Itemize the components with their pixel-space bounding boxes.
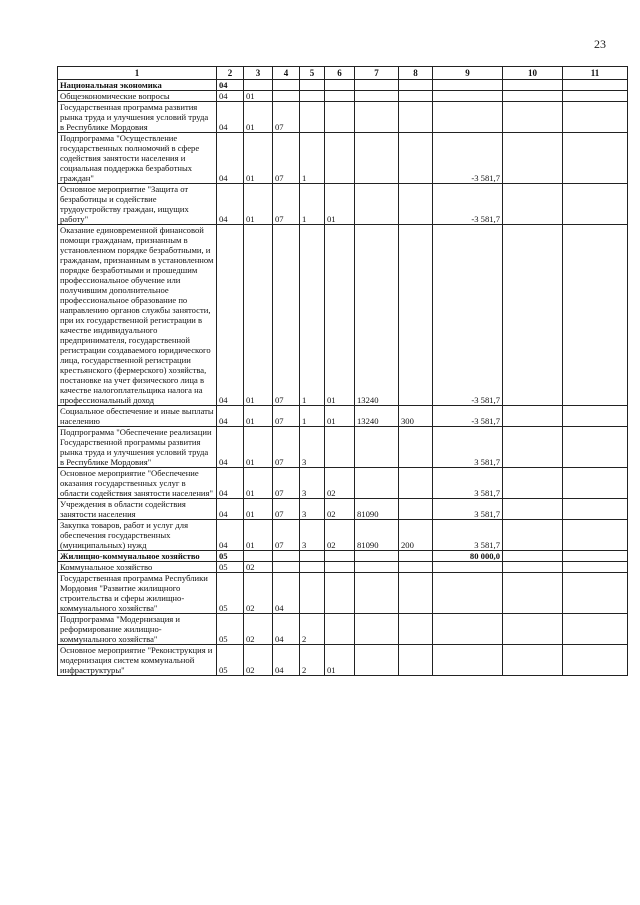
table-body: [58, 80, 628, 676]
amount-col-10: [503, 225, 563, 406]
expense-type-code: [399, 573, 433, 614]
subsection-code: 01: [244, 225, 273, 406]
direction-code: [355, 80, 399, 91]
subsection-code: 01: [244, 406, 273, 427]
subprogram-code: [300, 573, 325, 614]
amount-col-9: [433, 102, 503, 133]
amount-col-9: 3 581,7: [433, 468, 503, 499]
row-name: Подпрограмма "Модернизация и реформирование жилищно-коммунального хозяйства": [58, 614, 217, 645]
activity-code: [325, 80, 355, 91]
expense-type-code: [399, 80, 433, 91]
amount-col-9: [433, 91, 503, 102]
expense-type-code: [399, 551, 433, 562]
subprogram-code: 2: [300, 614, 325, 645]
row-name: Жилищно-коммунальное хозяйство: [58, 551, 217, 562]
program-code: [273, 562, 300, 573]
row-name: Подпрограмма "Обеспечение реализации Государственной программы развития рынка труда и улучшения условий труда в Республике Мордовия": [58, 427, 217, 468]
amount-col-11: [563, 645, 628, 676]
activity-code: [325, 614, 355, 645]
program-code: 04: [273, 614, 300, 645]
expense-type-code: [399, 499, 433, 520]
amount-col-10: [503, 427, 563, 468]
section-code: 04: [217, 499, 244, 520]
amount-col-11: [563, 427, 628, 468]
row-name: Оказание единовременной финансовой помощи гражданам, признанным в установленном порядке безработными, и гражданам, признанным в установленном порядке безработными и прошедшим профессиональное обучение или получившим дополнительное профессиональное образование по направлению органов службы занятости, при их государственной регистрации в качестве индивидуального предпринимателя, государственной регистрации создаваемого юридического лица, государственной регистрации крестьянского (фермерского) хозяйства, постановке на учет физического лица в качестве налогоплательщика налога на профессиональный доход: [58, 225, 217, 406]
table-row: [58, 645, 628, 676]
direction-code: 13240: [355, 225, 399, 406]
expense-type-code: [399, 614, 433, 645]
amount-col-9: [433, 645, 503, 676]
program-code: 07: [273, 499, 300, 520]
subsection-code: 01: [244, 102, 273, 133]
amount-col-10: [503, 499, 563, 520]
column-header-4: 4: [273, 67, 300, 80]
column-header-5: 5: [300, 67, 325, 80]
amount-col-9: 80 000,0: [433, 551, 503, 562]
activity-code: [325, 573, 355, 614]
table-row: [58, 406, 628, 427]
direction-code: [355, 133, 399, 184]
amount-col-11: [563, 562, 628, 573]
amount-col-9: 3 581,7: [433, 427, 503, 468]
program-code: 07: [273, 184, 300, 225]
amount-col-9: -3 581,7: [433, 184, 503, 225]
amount-col-9: [433, 614, 503, 645]
amount-col-11: [563, 551, 628, 562]
row-name: Национальная экономика: [58, 80, 217, 91]
amount-col-11: [563, 520, 628, 551]
row-name: Коммунальное хозяйство: [58, 562, 217, 573]
expense-type-code: [399, 562, 433, 573]
subsection-code: 01: [244, 499, 273, 520]
subsection-code: 01: [244, 133, 273, 184]
amount-col-10: [503, 520, 563, 551]
column-header-10: 10: [503, 67, 563, 80]
amount-col-11: [563, 573, 628, 614]
section-code: 04: [217, 520, 244, 551]
amount-col-10: [503, 573, 563, 614]
direction-code: [355, 551, 399, 562]
amount-col-11: [563, 468, 628, 499]
activity-code: 01: [325, 184, 355, 225]
subsection-code: 02: [244, 562, 273, 573]
section-code: 04: [217, 406, 244, 427]
activity-code: [325, 562, 355, 573]
budget-table: [57, 66, 628, 676]
amount-col-10: [503, 91, 563, 102]
program-code: 07: [273, 225, 300, 406]
table-row: [58, 573, 628, 614]
direction-code: 81090: [355, 499, 399, 520]
column-header-1: 1: [58, 67, 217, 80]
program-code: [273, 91, 300, 102]
subprogram-code: [300, 562, 325, 573]
activity-code: 01: [325, 406, 355, 427]
direction-code: [355, 427, 399, 468]
table-row: [58, 133, 628, 184]
table-row: [58, 551, 628, 562]
table-row: [58, 91, 628, 102]
column-header-9: 9: [433, 67, 503, 80]
amount-col-11: [563, 406, 628, 427]
subprogram-code: 3: [300, 499, 325, 520]
program-code: 07: [273, 520, 300, 551]
column-header-11: 11: [563, 67, 628, 80]
subprogram-code: 3: [300, 468, 325, 499]
section-code: 04: [217, 184, 244, 225]
subprogram-code: [300, 102, 325, 133]
subsection-code: [244, 80, 273, 91]
table-row: [58, 468, 628, 499]
section-code: 05: [217, 614, 244, 645]
activity-code: [325, 91, 355, 102]
row-name: Учреждения в области содействия занятости населения: [58, 499, 217, 520]
amount-col-9: -3 581,7: [433, 133, 503, 184]
amount-col-10: [503, 551, 563, 562]
program-code: 07: [273, 468, 300, 499]
row-name: Основное мероприятие "Реконструкция и модернизация систем коммунальной инфраструктуры": [58, 645, 217, 676]
program-code: [273, 80, 300, 91]
subprogram-code: 3: [300, 427, 325, 468]
activity-code: [325, 102, 355, 133]
row-name: Общеэкономические вопросы: [58, 91, 217, 102]
amount-col-9: [433, 573, 503, 614]
row-name: Основное мероприятие "Обеспечение оказания государственных услуг в области содействия занятости населения": [58, 468, 217, 499]
amount-col-9: [433, 562, 503, 573]
program-code: 07: [273, 427, 300, 468]
amount-col-11: [563, 614, 628, 645]
direction-code: [355, 468, 399, 499]
amount-col-10: [503, 562, 563, 573]
activity-code: [325, 551, 355, 562]
row-name: Подпрограмма "Осуществление государственных полномочий в сфере содействия занятости населения и социальная поддержка безработных граждан": [58, 133, 217, 184]
subsection-code: 01: [244, 184, 273, 225]
program-code: 04: [273, 573, 300, 614]
amount-col-11: [563, 102, 628, 133]
amount-col-9: 3 581,7: [433, 520, 503, 551]
activity-code: 02: [325, 468, 355, 499]
amount-col-11: [563, 91, 628, 102]
activity-code: 01: [325, 225, 355, 406]
subsection-code: 02: [244, 614, 273, 645]
activity-code: 01: [325, 645, 355, 676]
row-name: Закупка товаров, работ и услуг для обеспечения государственных (муниципальных) нужд: [58, 520, 217, 551]
subprogram-code: 1: [300, 184, 325, 225]
table-row: [58, 614, 628, 645]
section-code: 05: [217, 551, 244, 562]
amount-col-10: [503, 468, 563, 499]
amount-col-10: [503, 406, 563, 427]
section-code: 04: [217, 427, 244, 468]
amount-col-11: [563, 184, 628, 225]
table-row: [58, 499, 628, 520]
row-name: Государственная программа развития рынка труда и улучшения условий труда в Республике Мордовия: [58, 102, 217, 133]
amount-col-11: [563, 80, 628, 91]
direction-code: [355, 562, 399, 573]
direction-code: [355, 184, 399, 225]
subsection-code: [244, 551, 273, 562]
program-code: 04: [273, 645, 300, 676]
direction-code: [355, 91, 399, 102]
amount-col-10: [503, 133, 563, 184]
program-code: 07: [273, 102, 300, 133]
subsection-code: 01: [244, 468, 273, 499]
amount-col-10: [503, 645, 563, 676]
expense-type-code: [399, 427, 433, 468]
program-code: [273, 551, 300, 562]
subsection-code: 01: [244, 91, 273, 102]
table-row: [58, 427, 628, 468]
section-code: 04: [217, 80, 244, 91]
section-code: 05: [217, 562, 244, 573]
expense-type-code: [399, 645, 433, 676]
section-code: 04: [217, 225, 244, 406]
section-code: 04: [217, 102, 244, 133]
subprogram-code: 1: [300, 225, 325, 406]
direction-code: [355, 573, 399, 614]
activity-code: [325, 427, 355, 468]
column-header-7: 7: [355, 67, 399, 80]
section-code: 05: [217, 645, 244, 676]
expense-type-code: [399, 91, 433, 102]
amount-col-9: [433, 80, 503, 91]
amount-col-11: [563, 133, 628, 184]
column-header-8: 8: [399, 67, 433, 80]
column-header-3: 3: [244, 67, 273, 80]
program-code: 07: [273, 133, 300, 184]
subsection-code: 02: [244, 645, 273, 676]
section-code: 04: [217, 133, 244, 184]
expense-type-code: [399, 102, 433, 133]
direction-code: [355, 645, 399, 676]
subprogram-code: 1: [300, 406, 325, 427]
row-name: Государственная программа Республики Мордовия "Развитие жилищного строительства и сферы жилищно-коммунального хозяйства": [58, 573, 217, 614]
subprogram-code: [300, 91, 325, 102]
amount-col-9: -3 581,7: [433, 225, 503, 406]
amount-col-11: [563, 499, 628, 520]
header-row: [58, 67, 628, 80]
subprogram-code: [300, 80, 325, 91]
expense-type-code: [399, 468, 433, 499]
amount-col-9: 3 581,7: [433, 499, 503, 520]
subsection-code: 01: [244, 427, 273, 468]
subprogram-code: [300, 551, 325, 562]
subprogram-code: 3: [300, 520, 325, 551]
direction-code: [355, 614, 399, 645]
row-name: Основное мероприятие "Защита от безработицы и содействие трудоустройству граждан, ищущих работу": [58, 184, 217, 225]
expense-type-code: [399, 184, 433, 225]
column-header-6: 6: [325, 67, 355, 80]
section-code: 04: [217, 91, 244, 102]
amount-col-10: [503, 614, 563, 645]
amount-col-10: [503, 80, 563, 91]
table-row: [58, 80, 628, 91]
activity-code: [325, 133, 355, 184]
expense-type-code: 300: [399, 406, 433, 427]
amount-col-10: [503, 102, 563, 133]
table-row: [58, 225, 628, 406]
subprogram-code: 1: [300, 133, 325, 184]
amount-col-11: [563, 225, 628, 406]
table-row: [58, 184, 628, 225]
row-name: Социальное обеспечение и иные выплаты населению: [58, 406, 217, 427]
direction-code: 13240: [355, 406, 399, 427]
subprogram-code: 2: [300, 645, 325, 676]
column-header-2: 2: [217, 67, 244, 80]
activity-code: 02: [325, 499, 355, 520]
subsection-code: 02: [244, 573, 273, 614]
direction-code: 81090: [355, 520, 399, 551]
direction-code: [355, 102, 399, 133]
expense-type-code: [399, 225, 433, 406]
subsection-code: 01: [244, 520, 273, 551]
amount-col-9: -3 581,7: [433, 406, 503, 427]
table-row: [58, 562, 628, 573]
page-number: 23: [594, 37, 606, 51]
expense-type-code: 200: [399, 520, 433, 551]
expense-type-code: [399, 133, 433, 184]
program-code: 07: [273, 406, 300, 427]
activity-code: 02: [325, 520, 355, 551]
section-code: 05: [217, 573, 244, 614]
amount-col-10: [503, 184, 563, 225]
table-row: [58, 520, 628, 551]
section-code: 04: [217, 468, 244, 499]
table-row: [58, 102, 628, 133]
